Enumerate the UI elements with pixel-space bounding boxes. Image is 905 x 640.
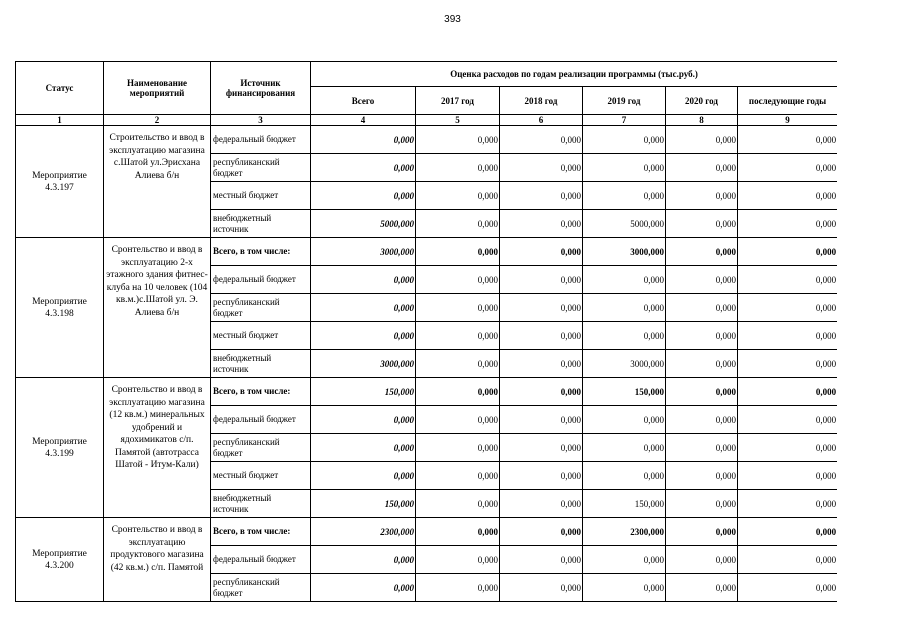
- year-value-cell: 0,000: [500, 518, 583, 546]
- funding-source-cell: федеральный бюджет: [211, 126, 311, 154]
- year-value-cell: 0,000: [738, 238, 838, 266]
- status-cell: Мероприятие 4.3.199: [16, 378, 104, 518]
- status-cell: Мероприятие 4.3.200: [16, 518, 104, 602]
- year-value-cell: 0,000: [500, 126, 583, 154]
- funding-source-cell: федеральный бюджет: [211, 266, 311, 294]
- column-number: 4: [311, 115, 416, 126]
- year-value-cell: 0,000: [416, 210, 500, 238]
- year-value-cell: 0,000: [738, 574, 838, 602]
- year-value-cell: 0,000: [416, 490, 500, 518]
- header-2018: 2018 год: [500, 87, 583, 115]
- year-value-cell: 0,000: [416, 350, 500, 378]
- year-value-cell: 0,000: [583, 574, 666, 602]
- year-value-cell: 150,000: [583, 378, 666, 406]
- column-number: 8: [666, 115, 738, 126]
- year-value-cell: 0,000: [738, 350, 838, 378]
- activity-name-cell: Сронтельство и ввод в эксплуатацию продуктового магазина (42 кв.м.) с/п. Памятой: [104, 518, 211, 602]
- total-value-cell: 0,000: [311, 574, 416, 602]
- year-value-cell: 0,000: [583, 126, 666, 154]
- budget-table: [15, 61, 837, 602]
- header-2019: 2019 год: [583, 87, 666, 115]
- column-number: 6: [500, 115, 583, 126]
- year-value-cell: 0,000: [666, 210, 738, 238]
- year-value-cell: 0,000: [738, 126, 838, 154]
- year-value-cell: 0,000: [666, 406, 738, 434]
- status-cell: Мероприятие 4.3.197: [16, 126, 104, 238]
- total-value-cell: 0,000: [311, 462, 416, 490]
- funding-source-cell: республиканский бюджет: [211, 154, 311, 182]
- funding-source-cell: федеральный бюджет: [211, 546, 311, 574]
- year-value-cell: 0,000: [666, 350, 738, 378]
- year-value-cell: 0,000: [416, 434, 500, 462]
- year-value-cell: 0,000: [500, 350, 583, 378]
- total-value-cell: 0,000: [311, 406, 416, 434]
- year-value-cell: 0,000: [500, 546, 583, 574]
- total-value-cell: 0,000: [311, 322, 416, 350]
- year-value-cell: 0,000: [583, 546, 666, 574]
- funding-source-cell: внебюджетный источник: [211, 350, 311, 378]
- column-number: 7: [583, 115, 666, 126]
- total-value-cell: 0,000: [311, 434, 416, 462]
- header-estimate: Оценка расходов по годам реализации программы (тыс.руб.): [311, 62, 838, 87]
- year-value-cell: 0,000: [583, 406, 666, 434]
- year-value-cell: 0,000: [583, 294, 666, 322]
- year-value-cell: 0,000: [666, 378, 738, 406]
- year-value-cell: 0,000: [500, 238, 583, 266]
- funding-source-cell: местный бюджет: [211, 462, 311, 490]
- year-value-cell: 0,000: [738, 322, 838, 350]
- total-value-cell: 3000,000: [311, 238, 416, 266]
- year-value-cell: 0,000: [738, 266, 838, 294]
- activity-name-cell: Сронтельство и ввод в эксплуатацию магазина (12 кв.м.) минеральных удобрений и ядохимикатов с/п. Памятой (автотрасса Шатой - Итум-Кали): [104, 378, 211, 518]
- year-value-cell: 0,000: [500, 574, 583, 602]
- funding-source-cell: федеральный бюджет: [211, 406, 311, 434]
- funding-source-cell: республиканский бюджет: [211, 574, 311, 602]
- column-number: 3: [211, 115, 311, 126]
- year-value-cell: 0,000: [666, 518, 738, 546]
- year-value-cell: 0,000: [738, 546, 838, 574]
- total-value-cell: 150,000: [311, 490, 416, 518]
- table-row: [16, 126, 838, 154]
- year-value-cell: 0,000: [500, 406, 583, 434]
- year-value-cell: 0,000: [416, 294, 500, 322]
- total-value-cell: 2300,000: [311, 518, 416, 546]
- total-value-cell: 150,000: [311, 378, 416, 406]
- activity-name-cell: Сронтельство и ввод в эксплуатацию 2-х этажного здания фитнес-клуба на 10 человек (104 кв.м.)с.Шатой ул. Э. Алиева б/н: [104, 238, 211, 378]
- header-name: Наименование мероприятий: [104, 62, 211, 115]
- header-status: Статус: [16, 62, 104, 115]
- year-value-cell: 0,000: [500, 294, 583, 322]
- funding-source-cell: местный бюджет: [211, 182, 311, 210]
- header-later: последующие годы: [738, 87, 838, 115]
- total-value-cell: 0,000: [311, 182, 416, 210]
- year-value-cell: 0,000: [738, 154, 838, 182]
- year-value-cell: 0,000: [666, 434, 738, 462]
- year-value-cell: 0,000: [416, 154, 500, 182]
- year-value-cell: 0,000: [738, 434, 838, 462]
- year-value-cell: 0,000: [583, 434, 666, 462]
- year-value-cell: 0,000: [738, 378, 838, 406]
- total-value-cell: 3000,000: [311, 350, 416, 378]
- page-number: 393: [444, 14, 461, 25]
- year-value-cell: 0,000: [416, 266, 500, 294]
- year-value-cell: 0,000: [583, 462, 666, 490]
- column-number: 9: [738, 115, 838, 126]
- year-value-cell: 0,000: [416, 462, 500, 490]
- year-value-cell: 0,000: [500, 210, 583, 238]
- year-value-cell: 0,000: [738, 294, 838, 322]
- total-value-cell: 0,000: [311, 154, 416, 182]
- year-value-cell: 0,000: [500, 490, 583, 518]
- year-value-cell: 0,000: [666, 266, 738, 294]
- total-value-cell: 0,000: [311, 294, 416, 322]
- year-value-cell: 2300,000: [583, 518, 666, 546]
- year-value-cell: 0,000: [500, 434, 583, 462]
- total-value-cell: 5000,000: [311, 210, 416, 238]
- year-value-cell: 0,000: [738, 406, 838, 434]
- funding-source-cell: внебюджетный источник: [211, 490, 311, 518]
- year-value-cell: 0,000: [666, 490, 738, 518]
- year-value-cell: 0,000: [416, 322, 500, 350]
- year-value-cell: 0,000: [416, 378, 500, 406]
- year-value-cell: 0,000: [583, 322, 666, 350]
- year-value-cell: 0,000: [500, 266, 583, 294]
- year-value-cell: 0,000: [666, 238, 738, 266]
- year-value-cell: 5000,000: [583, 210, 666, 238]
- column-number: 1: [16, 115, 104, 126]
- year-value-cell: 0,000: [583, 266, 666, 294]
- header-2017: 2017 год: [416, 87, 500, 115]
- year-value-cell: 0,000: [738, 182, 838, 210]
- year-value-cell: 3000,000: [583, 238, 666, 266]
- budget-table-viewport: [15, 61, 837, 604]
- year-value-cell: 0,000: [666, 574, 738, 602]
- table-row: [16, 238, 838, 266]
- funding-source-cell: республиканский бюджет: [211, 434, 311, 462]
- year-value-cell: 0,000: [416, 574, 500, 602]
- total-value-cell: 0,000: [311, 126, 416, 154]
- year-value-cell: 0,000: [666, 182, 738, 210]
- year-value-cell: 0,000: [416, 518, 500, 546]
- funding-source-cell: внебюджетный источник: [211, 210, 311, 238]
- year-value-cell: 0,000: [416, 182, 500, 210]
- funding-source-cell: Всего, в том числе:: [211, 378, 311, 406]
- year-value-cell: 0,000: [666, 462, 738, 490]
- header-2020: 2020 год: [666, 87, 738, 115]
- year-value-cell: 0,000: [416, 238, 500, 266]
- year-value-cell: 0,000: [416, 126, 500, 154]
- year-value-cell: 0,000: [500, 182, 583, 210]
- header-total: Всего: [311, 87, 416, 115]
- year-value-cell: 0,000: [500, 378, 583, 406]
- total-value-cell: 0,000: [311, 546, 416, 574]
- year-value-cell: 0,000: [666, 126, 738, 154]
- year-value-cell: 0,000: [738, 518, 838, 546]
- activity-name-cell: Строительство и ввод в эксплуатацию магазина с.Шатой ул.Эрисхана Алиева б/н: [104, 126, 211, 238]
- table-row: [16, 378, 838, 406]
- year-value-cell: 0,000: [666, 322, 738, 350]
- year-value-cell: 0,000: [738, 490, 838, 518]
- column-number: 5: [416, 115, 500, 126]
- year-value-cell: 0,000: [738, 210, 838, 238]
- year-value-cell: 0,000: [500, 322, 583, 350]
- funding-source-cell: местный бюджет: [211, 322, 311, 350]
- funding-source-cell: Всего, в том числе:: [211, 238, 311, 266]
- year-value-cell: 0,000: [738, 462, 838, 490]
- year-value-cell: 150,000: [583, 490, 666, 518]
- funding-source-cell: республиканский бюджет: [211, 294, 311, 322]
- year-value-cell: 0,000: [666, 154, 738, 182]
- year-value-cell: 0,000: [666, 294, 738, 322]
- total-value-cell: 0,000: [311, 266, 416, 294]
- year-value-cell: 0,000: [666, 546, 738, 574]
- status-cell: Мероприятие 4.3.198: [16, 238, 104, 378]
- year-value-cell: 0,000: [416, 546, 500, 574]
- header-source: Источник финансирования: [211, 62, 311, 115]
- year-value-cell: 3000,000: [583, 350, 666, 378]
- year-value-cell: 0,000: [500, 462, 583, 490]
- funding-source-cell: Всего, в том числе:: [211, 518, 311, 546]
- year-value-cell: 0,000: [583, 182, 666, 210]
- year-value-cell: 0,000: [416, 406, 500, 434]
- column-number: 2: [104, 115, 211, 126]
- year-value-cell: 0,000: [500, 154, 583, 182]
- column-number-row: [16, 115, 838, 126]
- table-row: [16, 518, 838, 546]
- year-value-cell: 0,000: [583, 154, 666, 182]
- table-body: [16, 126, 838, 602]
